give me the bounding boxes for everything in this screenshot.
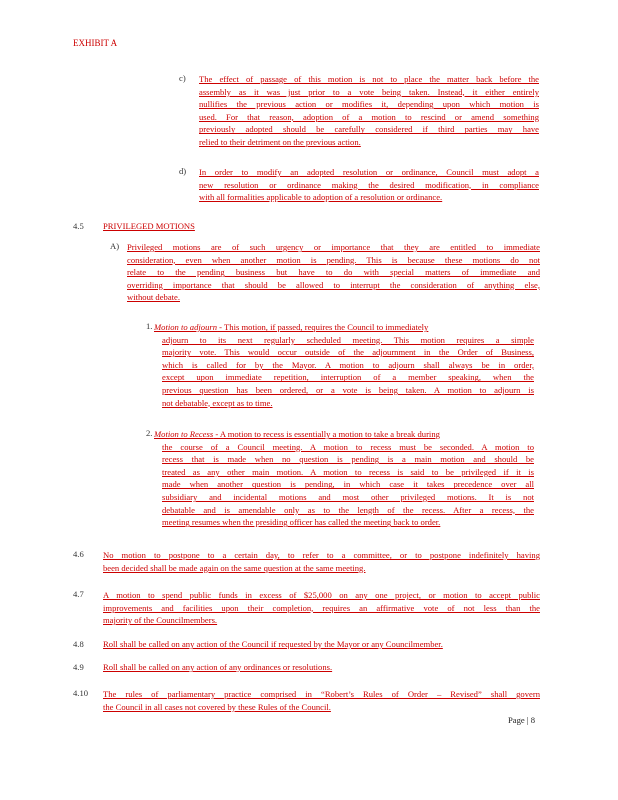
text-line: recess that is made when no question is pending is a main motion and should be (162, 454, 534, 465)
text-line: adjourn to its next regularly scheduled meeting. This motion requires a simple (162, 334, 534, 345)
text-line: previously adopted should be carefully considered if third parties may have (199, 124, 539, 135)
text-line: subsidiary and incidental motions and most other privileged motions. It is not (162, 491, 534, 502)
text-line: which is called for by the Mayor. A motion to adjourn shall always be in order, (162, 359, 534, 370)
item-2-first-line (154, 428, 534, 441)
text-line: nullifies the previous action or modifies it, depending upon which motion is (199, 99, 539, 110)
item-2-first-text: - A motion to recess is essentially a motion to take a break during (213, 429, 440, 439)
text-line: been decided shall be made again on the same question at the same meeting. (103, 562, 366, 573)
item-c-text (199, 73, 539, 149)
section-4-8-number: 4.8 (73, 639, 84, 649)
item-1-first-line (154, 321, 514, 334)
item-c-label: c) (179, 73, 186, 83)
text-line: treated as any other main motion. A motion to recess is said to be privileged if it is (162, 466, 534, 477)
text-line: overriding importance that should be allowed to interrupt the consideration of anything else, (127, 279, 540, 290)
text-line: not debatable, except as to time. (162, 397, 273, 408)
text-line: the Council in all cases not covered by these Rules of the Council. (103, 701, 331, 712)
page-number: Page | 8 (508, 715, 536, 725)
text-line: the course of a Council meeting. A motion to recess must be seconded. A motion to (162, 441, 534, 452)
section-4-5-number: 4.5 (73, 221, 84, 231)
text-line: relied to their detriment on the previous action. (199, 136, 361, 147)
text-line: majority vote. This would occur outside of the adjournment in the Order of Business, (162, 347, 534, 358)
item-2-title: Motion to Recess (154, 429, 214, 439)
section-4-6-text (103, 549, 540, 574)
item-d-text (199, 166, 539, 204)
item-d-label: d) (179, 166, 187, 176)
text-line: consideration, even when another motion is pending. This is because these motions do not (127, 254, 540, 265)
section-4-10-text (103, 688, 540, 713)
text-line: Privileged motions are of such urgency or importance that they are entitled to immediate (127, 242, 540, 252)
text-line: without debate. (127, 292, 180, 303)
text-line: improvements and facilities upon their completion, requires an affirmative vote of not less than the (103, 602, 540, 613)
section-4-8-text: Roll shall be called on any action of the Council if requested by the Mayor or any Councilmember. (103, 639, 443, 649)
text-line: In order to modify an adopted resolution or ordinance, Council must adopt a (199, 167, 539, 177)
item-1-text (162, 334, 534, 410)
text-line: A motion to spend public funds in excess of $25,000 on any one project, or motion to accept public (103, 590, 540, 600)
item-1-label: 1. (146, 321, 153, 331)
text-line: used. For that reason, adoption of a motion to rescind or amend something (199, 111, 539, 122)
text-line: The effect of passage of this motion is not to place the matter back before the (199, 74, 539, 84)
item-1-title: Motion to adjourn (154, 322, 218, 332)
text-line: assembly as it was just prior to a vote being taken. Instead, it either entirely (199, 86, 539, 97)
item-A-text (127, 241, 540, 304)
item-2-text (162, 441, 534, 529)
exhibit-header: EXHIBIT A (73, 38, 118, 48)
text-line: debatable and is amendable only as to the length of the recess. After a recess, the (162, 504, 534, 515)
item-2-label: 2. (146, 428, 153, 438)
section-4-7-text (103, 589, 540, 627)
text-line: previous question has been ordered, or a vote is being taken. A motion to adjourn is (162, 384, 534, 395)
item-1-first-text: - This motion, if passed, requires the Council to immediately (217, 322, 429, 332)
text-line: with all formalities applicable to adoption of a resolution or ordinance. (199, 192, 443, 203)
text-line: made when another question is pending, in which case it takes precedence over all (162, 479, 534, 490)
item-A-label: A) (110, 241, 120, 251)
text-line: meeting resumes when the presiding officer has called the meeting back to order. (162, 517, 441, 528)
text-line: The rules of parliamentary practice comprised in “Robert’s Rules of Order – Revised” shall govern (103, 689, 540, 699)
text-line: except upon immediate repetition, interruption of a member speaking, when the (162, 372, 534, 383)
section-4-9-number: 4.9 (73, 662, 84, 672)
text-line: new resolution or ordinance making the desired modification, in compliance (199, 179, 539, 190)
section-4-6-number: 4.6 (73, 549, 84, 559)
section-4-5-title: PRIVILEGED MOTIONS (103, 221, 195, 231)
text-line: relate to the pending business but have to do with special matters of immediate and (127, 267, 540, 278)
section-4-10-number: 4.10 (73, 688, 89, 698)
section-4-7-number: 4.7 (73, 589, 84, 599)
text-line: No motion to postpone to a certain day, to refer to a committee, or to postpone indefinitely having (103, 550, 540, 560)
text-line: majority of the Councilmembers. (103, 615, 218, 626)
section-4-9-text: Roll shall be called on any action of any ordinances or resolutions. (103, 662, 333, 672)
